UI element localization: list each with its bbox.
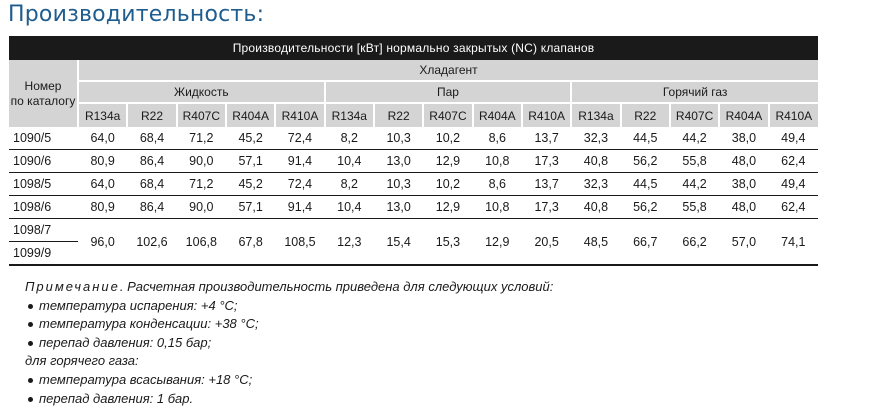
table-row <box>9 196 818 219</box>
capacity-value-cell: 72,4 <box>275 127 324 150</box>
capacity-value-cell: 40,8 <box>571 150 620 173</box>
performance-table <box>9 36 818 266</box>
capacity-value-cell: 17,3 <box>522 196 571 219</box>
capacity-value-cell: 57,0 <box>719 219 768 266</box>
capacity-value-cell: 8,6 <box>473 173 522 196</box>
page-heading: Производительность: <box>8 2 265 27</box>
capacity-value-cell: 10,4 <box>325 196 374 219</box>
list-item: перепад давления: 1 бар. <box>25 390 553 409</box>
capacity-value-cell: 38,0 <box>719 127 768 150</box>
refrigerant-column-header: R404A <box>473 103 522 127</box>
list-item: перепад давления: 0,15 бар; <box>25 334 553 353</box>
catalog-number-header <box>9 60 78 127</box>
table-row <box>9 150 818 173</box>
refrigerant-header: Хладагент <box>78 60 818 81</box>
capacity-value-cell: 68,4 <box>127 173 176 196</box>
refrigerant-column-header: R407C <box>670 103 719 127</box>
capacity-value-cell: 55,8 <box>670 150 719 173</box>
capacity-value-cell: 48,0 <box>719 196 768 219</box>
capacity-value-cell: 20,5 <box>522 219 571 266</box>
catalog-number-cell: 1090/6 <box>9 150 78 173</box>
refrigerant-column-header: R134a <box>78 103 127 127</box>
table-row <box>9 219 818 266</box>
capacity-value-cell: 40,8 <box>571 196 620 219</box>
group-header-hot-gas: Горячий газ <box>571 81 818 103</box>
capacity-value-cell: 8,2 <box>325 127 374 150</box>
note-hot-gas-subheading: для горячего газа: <box>25 353 139 369</box>
refrigerant-column-header: R22 <box>621 103 670 127</box>
capacity-value-cell: 64,0 <box>78 127 127 150</box>
capacity-value-cell: 90,0 <box>177 196 226 219</box>
capacity-value-cell: 49,4 <box>769 127 818 150</box>
capacity-value-cell: 48,0 <box>719 150 768 173</box>
capacity-value-cell: 86,4 <box>127 150 176 173</box>
capacity-value-cell: 56,2 <box>621 196 670 219</box>
capacity-value-cell: 10,8 <box>473 196 522 219</box>
refrigerant-column-header: R410A <box>275 103 324 127</box>
capacity-value-cell: 62,4 <box>769 196 818 219</box>
capacity-value-cell: 8,6 <box>473 127 522 150</box>
refrigerant-column-header: R134a <box>325 103 374 127</box>
refrigerant-column-header: R22 <box>374 103 423 127</box>
capacity-value-cell: 71,2 <box>177 173 226 196</box>
catalog-number-cell: 1090/5 <box>9 127 78 150</box>
capacity-value-cell: 68,4 <box>127 127 176 150</box>
capacity-value-cell: 8,2 <box>325 173 374 196</box>
capacity-value-cell: 72,4 <box>275 173 324 196</box>
note-label: Примечание <box>25 279 120 294</box>
group-header-liquid: Жидкость <box>78 81 325 103</box>
note-hot-gas-list <box>25 371 553 408</box>
list-item: температура испарения: +4 °C; <box>25 297 553 316</box>
capacity-value-cell: 12,9 <box>473 219 522 266</box>
refrigerant-column-header: R404A <box>226 103 275 127</box>
capacity-value-cell: 10,8 <box>473 150 522 173</box>
capacity-value-cell: 13,7 <box>522 127 571 150</box>
capacity-value-cell: 80,9 <box>78 150 127 173</box>
capacity-value-cell: 57,1 <box>226 196 275 219</box>
catalog-header-line2: по каталогу <box>10 93 76 108</box>
capacity-value-cell: 44,5 <box>621 173 670 196</box>
capacity-value-cell: 17,3 <box>522 150 571 173</box>
capacity-value-cell: 108,5 <box>275 219 324 266</box>
catalog-header-line1: Номер <box>24 78 62 93</box>
capacity-value-cell: 49,4 <box>769 173 818 196</box>
capacity-value-cell: 10,3 <box>374 127 423 150</box>
capacity-value-cell: 32,3 <box>571 127 620 150</box>
catalog-number-cell: 1098/5 <box>9 173 78 196</box>
list-item: температура конденсации: +38 °C; <box>25 315 553 334</box>
capacity-value-cell: 71,2 <box>177 127 226 150</box>
capacity-value-cell: 10,3 <box>374 173 423 196</box>
refrigerant-column-header: R410A <box>522 103 571 127</box>
table-row <box>9 173 818 196</box>
capacity-value-cell: 10,2 <box>423 173 472 196</box>
capacity-value-cell: 12,3 <box>325 219 374 266</box>
capacity-value-cell: 44,5 <box>621 127 670 150</box>
refrigerant-column-header: R407C <box>177 103 226 127</box>
capacity-value-cell: 80,9 <box>78 196 127 219</box>
capacity-value-cell: 44,2 <box>670 127 719 150</box>
capacity-value-cell: 66,7 <box>621 219 670 266</box>
capacity-value-cell: 12,9 <box>423 196 472 219</box>
capacity-value-cell: 15,3 <box>423 219 472 266</box>
capacity-value-cell: 10,4 <box>325 150 374 173</box>
refrigerant-column-header: R404A <box>719 103 768 127</box>
capacity-value-cell: 66,2 <box>670 219 719 266</box>
catalog-number: 1099/9 <box>13 246 52 260</box>
capacity-value-cell: 90,0 <box>177 150 226 173</box>
capacity-value-cell: 13,0 <box>374 150 423 173</box>
capacity-value-cell: 64,0 <box>78 173 127 196</box>
table-row <box>9 127 818 150</box>
note-intro: . Расчетная производительность приведена для следующих условий: <box>119 279 554 294</box>
group-header-vapor: Пар <box>325 81 572 103</box>
capacity-value-cell: 102,6 <box>127 219 176 266</box>
capacity-value-cell: 91,4 <box>275 150 324 173</box>
capacity-value-cell: 86,4 <box>127 196 176 219</box>
note-block <box>25 278 553 408</box>
refrigerant-column-header: R407C <box>423 103 472 127</box>
capacity-value-cell: 44,2 <box>670 173 719 196</box>
capacity-value-cell: 91,4 <box>275 196 324 219</box>
table-title: Производительности [кВт] нормально закрытых (NC) клапанов <box>9 36 818 60</box>
capacity-value-cell: 45,2 <box>226 173 275 196</box>
capacity-value-cell: 10,2 <box>423 127 472 150</box>
capacity-value-cell: 67,8 <box>226 219 275 266</box>
refrigerant-column-header: R410A <box>769 103 818 127</box>
capacity-value-cell: 74,1 <box>769 219 818 266</box>
capacity-value-cell: 45,2 <box>226 127 275 150</box>
capacity-value-cell: 48,5 <box>571 219 620 266</box>
refrigerant-column-header: R22 <box>127 103 176 127</box>
capacity-value-cell: 57,1 <box>226 150 275 173</box>
capacity-value-cell: 13,7 <box>522 173 571 196</box>
refrigerant-column-header: R134a <box>571 103 620 127</box>
catalog-number-cell <box>9 219 78 266</box>
capacity-value-cell: 96,0 <box>78 219 127 266</box>
capacity-value-cell: 15,4 <box>374 219 423 266</box>
capacity-value-cell: 56,2 <box>621 150 670 173</box>
catalog-number-cell: 1098/6 <box>9 196 78 219</box>
note-intro-line <box>25 278 553 297</box>
capacity-value-cell: 12,9 <box>423 150 472 173</box>
note-conditions-list <box>25 297 553 353</box>
capacity-value-cell: 62,4 <box>769 150 818 173</box>
capacity-value-cell: 106,8 <box>177 219 226 266</box>
catalog-number: 1098/7 <box>9 219 78 242</box>
capacity-value-cell: 55,8 <box>670 196 719 219</box>
list-item: температура всасывания: +18 °C; <box>25 371 553 390</box>
capacity-value-cell: 38,0 <box>719 173 768 196</box>
capacity-value-cell: 13,0 <box>374 196 423 219</box>
capacity-value-cell: 32,3 <box>571 173 620 196</box>
